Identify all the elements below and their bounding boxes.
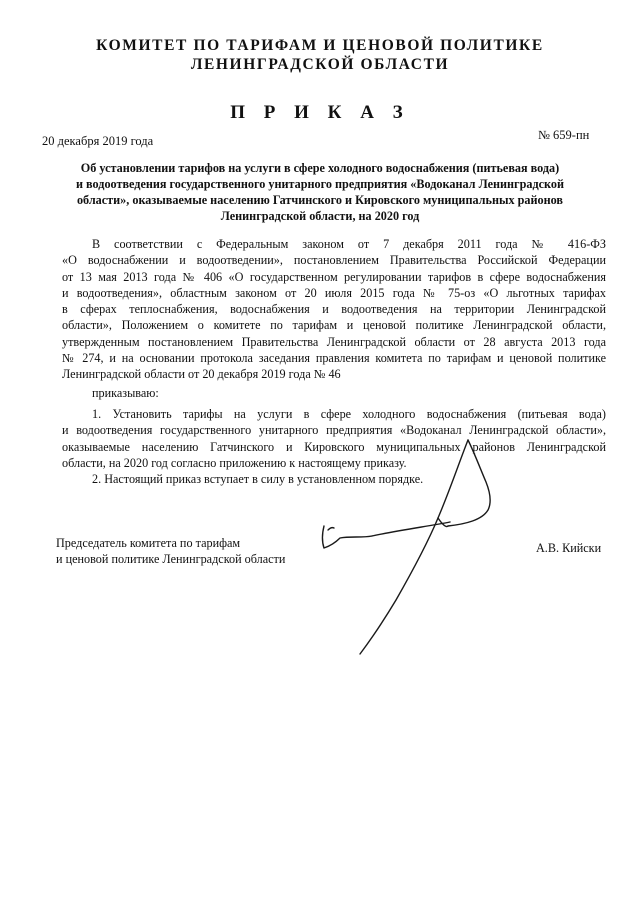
item-line: области, на 2020 год согласно приложению к настоящему приказу. [62,455,407,470]
signatory-title-line: и ценовой политике Ленинградской области [56,552,286,567]
signatory-title-line: Председатель комитета по тарифам [56,536,241,550]
subject-line: Об установлении тарифов на услуги в сфере холодного водоснабжения (питьевая вода) [80,161,560,175]
order-word: приказываю: [92,386,159,400]
document-type-title: П Р И К А З [230,102,410,123]
preamble-line: области», Положением о комитете по тарифам и ценовой политике Ленинградской области, [62,318,606,333]
preamble-line: «О водоснабжении и водоотведении», постановлением Правительства Российской Федерации [62,253,606,268]
document-date: 20 декабря 2019 года [42,134,154,148]
preamble-line: В соответствии с Федеральным законом от 7 декабря 2011 года № 416-ФЗ [92,237,606,251]
organization-name-line1: КОМИТЕТ ПО ТАРИФАМ И ЦЕНОВОЙ ПОЛИТИКЕ [96,37,544,54]
item-line: оказываемые населению Гатчинского и Кировского муниципальных районов Ленинградской [62,439,606,454]
organization-name-line2: ЛЕНИНГРАДСКОЙ ОБЛАСТИ [190,56,450,73]
preamble-line: и водоотведения», областным законом от 20 июля 2015 года № 75-оз «О льготных тарифах [62,285,606,300]
subject-line: Ленинградской области, на 2020 год [220,209,420,223]
item-line: и водоотведения государственного унитарного предприятия «Водоканал Ленинградской области», [62,423,606,438]
preamble-line: от 13 мая 2013 года № 406 «О государственном регулировании тарифов в сфере водоснабжения [62,269,606,284]
document-subject [60,160,580,224]
preamble-paragraph [62,236,606,383]
handwritten-signature [310,430,510,660]
document-number: № 659-пн [538,128,590,142]
subject-line: области», оказываемые населению Гатчинского и Кировского муниципальных районов [76,193,564,207]
signatory-title [56,535,285,568]
preamble-line: утвержденным постановлением Правительства Ленинградской области от 28 августа 2013 года [62,334,606,349]
signatory-name: А.В. Кийски [536,541,602,555]
order-item-2: 2. Настоящий приказ вступает в силу в установленном порядке. [92,472,424,486]
subject-line: и водоотведения государственного унитарного предприятия «Водоканал Ленинградской [75,177,564,191]
preamble-line: Ленинградской области от 20 декабря 2019 года № 46 [62,367,341,382]
preamble-line: № 274, и на основании протокола заседания правления комитета по тарифам и ценовой политике [62,351,606,366]
item-line: 1. Установить тарифы на услуги в сфере холодного водоснабжения (питьевая вода) [92,407,606,421]
preamble-line: в сферах теплоснабжения, водоснабжения и водоотведения на территории Ленинградской [62,302,606,317]
